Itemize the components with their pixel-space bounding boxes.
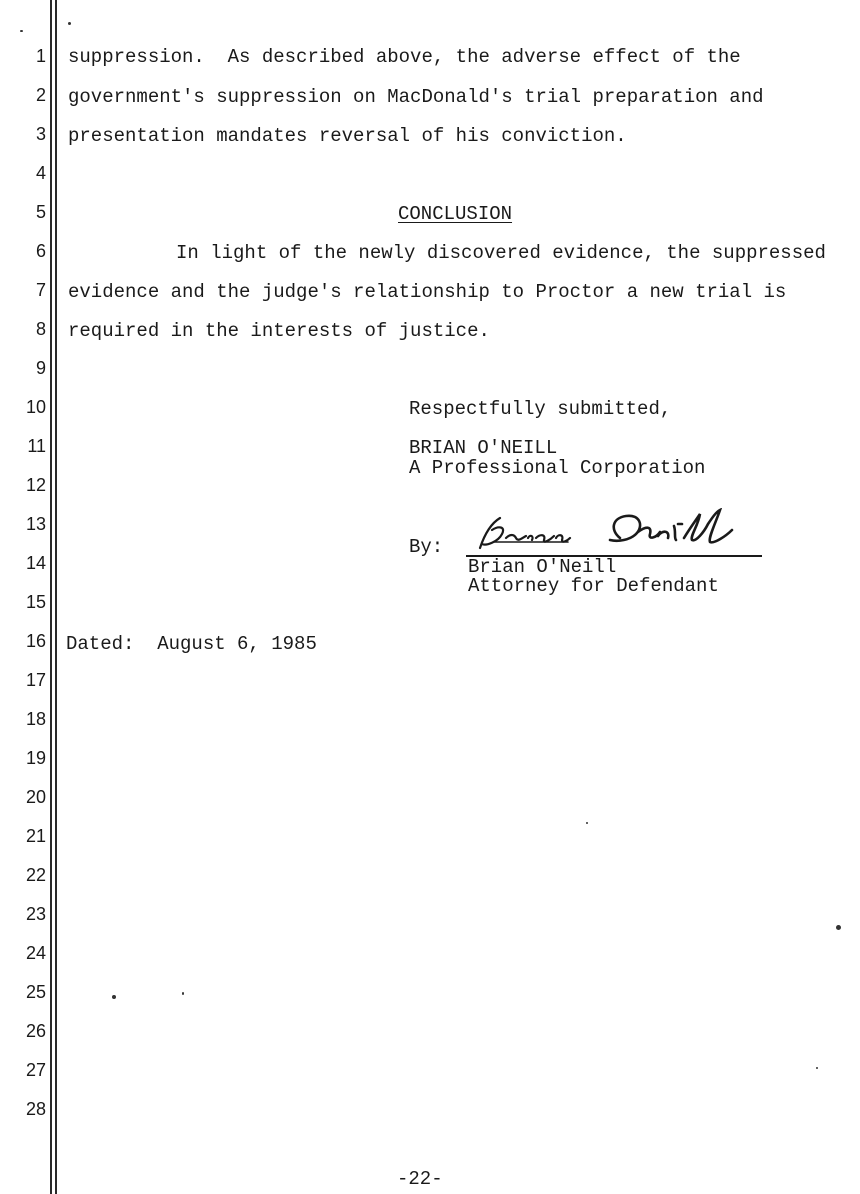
signer-title: Attorney for Defendant	[468, 575, 719, 597]
line-number: 3	[35, 124, 46, 144]
conclusion-text-line: required in the interests of justice.	[68, 320, 490, 342]
line-number: 27	[25, 1060, 46, 1080]
body-text-line: government's suppression on MacDonald's trial preparation and	[68, 86, 764, 108]
margin-rule-left	[50, 0, 52, 1194]
handwritten-signature	[470, 508, 750, 558]
line-number: 22	[25, 865, 46, 885]
line-number: 12	[25, 475, 46, 495]
scan-speck	[836, 925, 841, 930]
line-number: 11	[27, 436, 46, 456]
line-number: 5	[35, 202, 46, 222]
line-number: 1	[35, 46, 46, 66]
body-text-line: presentation mandates reversal of his conviction.	[68, 125, 627, 147]
margin-rule-right	[55, 0, 57, 1194]
scan-speck	[816, 1067, 818, 1069]
by-label: By:	[409, 536, 444, 558]
conclusion-text-line: In light of the newly discovered evidence, the suppressed	[176, 242, 826, 264]
signer-name: Brian O'Neill	[468, 556, 617, 578]
line-number: 9	[35, 358, 46, 378]
closing-text: Respectfully submitted,	[409, 398, 672, 420]
line-number: 18	[25, 709, 46, 729]
line-number: 8	[35, 319, 46, 339]
line-number: 15	[25, 592, 46, 612]
line-number: 4	[35, 163, 46, 183]
scan-speck	[112, 995, 116, 999]
line-number: 17	[25, 670, 46, 690]
firm-type: A Professional Corporation	[409, 457, 706, 479]
line-number: 23	[25, 904, 46, 924]
dated-line: Dated: August 6, 1985	[66, 633, 317, 655]
conclusion-heading: CONCLUSION	[398, 203, 513, 225]
line-number: 10	[25, 397, 46, 417]
page-number: -22-	[397, 1168, 443, 1190]
line-number: 13	[25, 514, 46, 534]
line-number: 20	[25, 787, 46, 807]
line-number: 14	[25, 553, 46, 573]
body-text-line: suppression. As described above, the adverse effect of the	[68, 46, 741, 68]
line-number: 16	[25, 631, 46, 651]
line-number: 2	[35, 85, 46, 105]
line-number: 25	[25, 982, 46, 1002]
conclusion-text-line: evidence and the judge's relationship to Proctor a new trial is	[68, 281, 787, 303]
line-number: 24	[25, 943, 46, 963]
scan-speck	[182, 992, 184, 995]
line-number: 6	[35, 241, 46, 261]
line-number: 7	[35, 280, 46, 300]
firm-name: BRIAN O'NEILL	[409, 437, 558, 459]
line-number: 21	[25, 826, 46, 846]
line-number: 28	[25, 1099, 46, 1119]
scan-speck	[20, 30, 23, 32]
line-number: 26	[25, 1021, 46, 1041]
line-number: 19	[25, 748, 46, 768]
scan-speck	[586, 822, 588, 824]
scan-speck	[68, 22, 71, 25]
